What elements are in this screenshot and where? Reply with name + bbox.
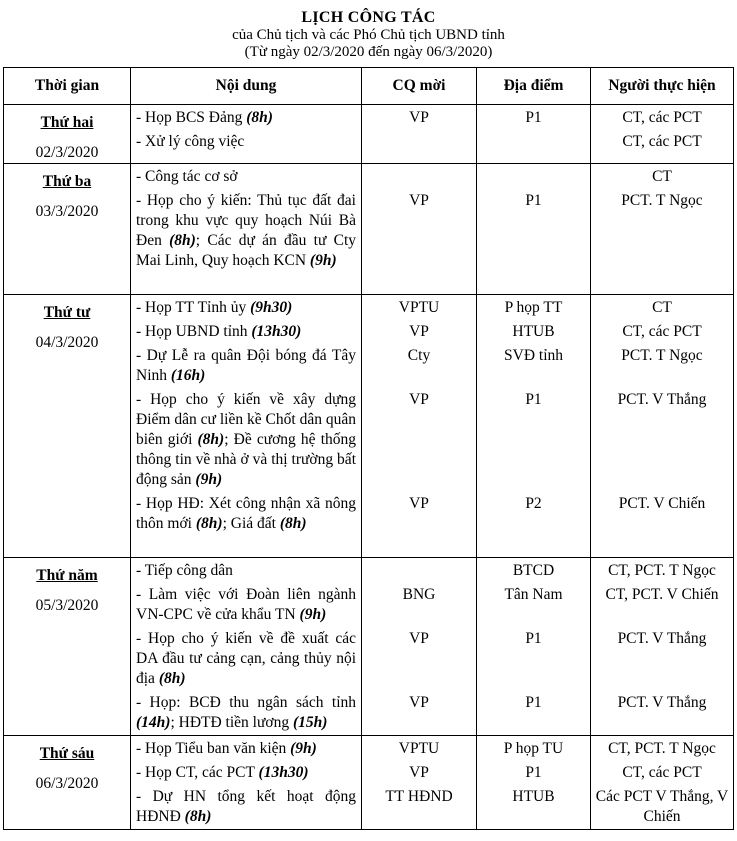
place-value: SVĐ tỉnh: [504, 347, 563, 364]
place-cell: [477, 295, 591, 558]
day-cell: [4, 736, 131, 830]
person-value: PCT. V Chiến: [618, 495, 706, 512]
item-text: - Họp CT, các PCT: [136, 764, 259, 781]
day-date: 05/3/2020: [35, 597, 99, 614]
item-text: - Họp TT Tỉnh ủy: [136, 299, 251, 316]
item-time: (13h30): [251, 323, 302, 340]
document-subtitle: của Chủ tịch và các Phó Chủ tịch UBND tỉnh: [232, 27, 505, 43]
inviter-cell: [362, 736, 477, 830]
place-value: P1: [525, 391, 542, 408]
item-time: (8h): [279, 515, 307, 532]
document-title: LỊCH CÔNG TÁC: [301, 9, 436, 26]
place-cell: [477, 105, 591, 164]
inviter-value: BNG: [402, 586, 436, 603]
list-item: [136, 763, 356, 783]
person-value: CT, PCT. T Ngọc: [608, 562, 716, 579]
item-text: - Họp cho ý kiến về xây dựng Điểm dân cư liền kề Chốt dân quân biên giới: [136, 391, 356, 448]
inviter-cell: [362, 558, 477, 736]
item-time: (8h): [197, 431, 225, 448]
person-value: CT, các PCT: [622, 133, 702, 150]
person-cell: [591, 105, 734, 164]
item-text: - Họp: BCĐ thu ngân sách tỉnh: [136, 694, 356, 711]
person-cell: [591, 295, 734, 558]
person-value: CT, PCT. V Chiến: [605, 586, 719, 603]
item-text: - Công tác cơ sở: [136, 168, 238, 185]
item-time: (8h): [195, 515, 223, 532]
item-text: - Họp HĐ: Xét công nhận xã nông thôn mới: [136, 495, 356, 532]
item-time: (9h): [195, 471, 223, 488]
day-date: 03/3/2020: [35, 203, 99, 220]
inviter-value: VP: [409, 630, 429, 647]
list-item: [136, 390, 356, 490]
inviter-cell: [362, 164, 477, 295]
day-name: Thứ sáu: [39, 745, 95, 762]
day-name: Thứ hai: [40, 114, 94, 131]
place-value: P1: [525, 109, 542, 126]
day-name: Thứ tư: [43, 304, 91, 321]
header-row: [4, 68, 734, 105]
person-value: CT, các PCT: [622, 323, 702, 340]
place-value: P2: [525, 495, 542, 512]
inviter-value: VPTU: [398, 740, 440, 757]
item-text: - Dự Lễ ra quân Đội bóng đá Tây Ninh: [136, 347, 356, 384]
schedule-table: [3, 67, 734, 830]
item-text: ; Đề cương hệ thống thông tin về nhà ở và thị trường bất động sản: [136, 431, 356, 488]
col-header-content: Nội dung: [131, 68, 362, 105]
list-item: [136, 787, 356, 827]
list-item: [136, 191, 356, 271]
place-value: BTCD: [512, 562, 555, 579]
list-item: [136, 693, 356, 733]
inviter-value: VP: [409, 694, 429, 711]
item-time: (8h): [246, 109, 273, 126]
person-cell: [591, 558, 734, 736]
person-cell: [591, 164, 734, 295]
place-value: HTUB: [512, 323, 555, 340]
person-value: CT: [652, 299, 672, 316]
list-item: [136, 167, 356, 187]
person-value: PCT. V Thắng: [617, 630, 707, 647]
col-header-place: Địa điểm: [477, 68, 591, 105]
place-value: HTUB: [512, 788, 555, 805]
place-value: P họp TT: [504, 299, 563, 316]
table-row: [4, 558, 734, 736]
item-time: (9h): [299, 606, 327, 623]
content-cell: [131, 164, 362, 295]
item-time: (13h30): [258, 764, 309, 781]
list-item: [136, 629, 356, 689]
list-item: [136, 322, 356, 342]
list-item: [136, 108, 356, 128]
person-value: Các PCT V Thắng, V Chiến: [595, 788, 729, 825]
item-text: - Tiếp công dân: [136, 562, 233, 579]
content-cell: [131, 105, 362, 164]
inviter-value: VP: [409, 391, 429, 408]
inviter-value: Cty: [407, 347, 431, 364]
day-cell: [4, 558, 131, 736]
inviter-value: VP: [409, 323, 429, 340]
col-header-time: Thời gian: [4, 68, 131, 105]
place-value: P1: [525, 192, 542, 209]
content-cell: [131, 736, 362, 830]
day-cell: [4, 295, 131, 558]
person-value: PCT. V Thắng: [617, 391, 707, 408]
person-value: CT: [652, 168, 672, 185]
item-text: - Họp cho ý kiến về đề xuất các DA đầu tư cảng cạn, cảng thủy nội địa: [136, 630, 356, 687]
place-value: Tân Nam: [504, 586, 563, 603]
inviter-cell: [362, 105, 477, 164]
item-time: (15h): [292, 714, 328, 731]
table-row: [4, 295, 734, 558]
item-time: (8h): [169, 232, 196, 249]
item-time: (8h): [158, 670, 186, 687]
place-cell: [477, 164, 591, 295]
col-header-person: Người thực hiện: [591, 68, 734, 105]
item-text: - Làm việc với Đoàn liên ngành VN-CPC về cửa khẩu TN: [136, 586, 356, 623]
item-text: ; HĐTĐ tiền lương: [170, 714, 293, 731]
day-cell: [4, 164, 131, 295]
item-text: - Họp Tiểu ban văn kiện: [136, 740, 291, 757]
item-time: (14h): [136, 714, 171, 731]
inviter-value: VP: [409, 109, 429, 126]
item-text: ; Giá đất: [222, 515, 280, 532]
day-cell: [4, 105, 131, 164]
list-item: [136, 132, 356, 152]
date-range: (Từ ngày 02/3/2020 đến ngày 06/3/2020): [244, 44, 493, 60]
inviter-value: VP: [409, 764, 429, 781]
list-item: [136, 346, 356, 386]
day-date: 02/3/2020: [35, 144, 99, 161]
content-cell: [131, 558, 362, 736]
item-text: ; Các dự án đầu tư Cty Mai Linh, Quy hoạch KCN: [136, 232, 357, 269]
day-date: 04/3/2020: [35, 334, 99, 351]
list-item: [136, 561, 356, 581]
item-text: - Xử lý công việc: [136, 133, 245, 150]
person-value: PCT. T Ngọc: [621, 192, 703, 209]
item-text: - Họp cho ý kiến: Thủ tục đất đai trong khu vực quy hoạch Núi Bà Đen: [136, 192, 356, 249]
item-time: (9h): [309, 252, 337, 269]
list-item: [136, 739, 356, 759]
item-time: (9h30): [250, 299, 293, 316]
item-text: - Họp BCS Đảng: [136, 109, 247, 126]
person-cell: [591, 736, 734, 830]
place-value: P1: [525, 630, 542, 647]
person-value: PCT. V Thắng: [617, 694, 707, 711]
inviter-value: TT HĐND: [385, 788, 453, 805]
item-time: (8h): [184, 808, 212, 825]
day-name: Thứ năm: [36, 567, 98, 584]
day-date: 06/3/2020: [35, 775, 99, 792]
table-row: [4, 164, 734, 295]
place-value: P họp TU: [503, 740, 564, 757]
person-value: CT, PCT. T Ngọc: [608, 740, 716, 757]
person-value: CT, các PCT: [622, 764, 702, 781]
place-cell: [477, 736, 591, 830]
person-value: CT, các PCT: [622, 109, 702, 126]
list-item: [136, 585, 356, 625]
inviter-value: VPTU: [398, 299, 440, 316]
person-value: PCT. T Ngọc: [621, 347, 703, 364]
item-time: (9h): [290, 740, 317, 757]
inviter-value: VP: [409, 192, 429, 209]
inviter-cell: [362, 295, 477, 558]
item-text: - Dự HN tổng kết hoạt động HĐNĐ: [136, 788, 356, 825]
inviter-value: VP: [409, 495, 429, 512]
table-row: [4, 736, 734, 830]
document-header: [0, 0, 737, 61]
place-cell: [477, 558, 591, 736]
list-item: [136, 494, 356, 534]
item-time: (16h): [170, 367, 206, 384]
place-value: P1: [525, 764, 542, 781]
place-value: P1: [525, 694, 542, 711]
day-name: Thứ ba: [42, 173, 92, 190]
item-text: - Họp UBND tỉnh: [136, 323, 252, 340]
content-cell: [131, 295, 362, 558]
table-row: [4, 105, 734, 164]
col-header-inviter: CQ mời: [362, 68, 477, 105]
list-item: [136, 298, 356, 318]
